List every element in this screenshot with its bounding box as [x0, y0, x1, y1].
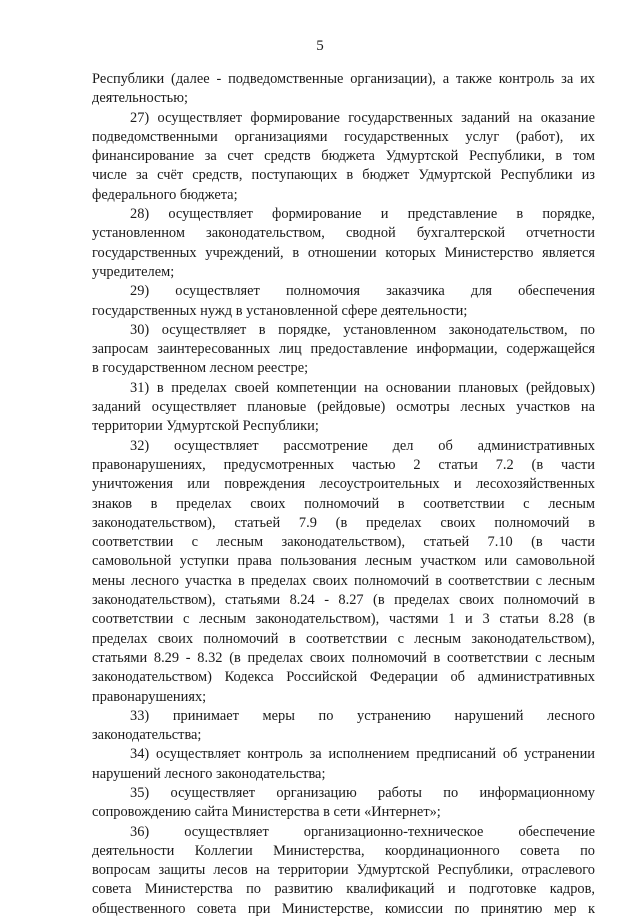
text-line: 36) осуществляет организационно-техническое обеспечение [130, 823, 595, 840]
text-line: 31) в пределах своей компетенции на основании плановых (рейдовых) [130, 379, 595, 396]
text-line: сопровождению сайта Министерства в сети «Интернет»; [92, 804, 441, 821]
text-line: 29) осуществляет полномочия заказчика для обеспечения [130, 283, 595, 300]
text-line: 27) осуществляет формирование государственных заданий на оказание [130, 109, 595, 126]
text-line: знаков в пределах своих полномочий в соответствии с лесным [92, 495, 595, 512]
text-line: деятельностью; [92, 90, 188, 107]
text-line: вопросам защиты лесов на территории Удмуртской Республики, отраслевого [92, 862, 595, 879]
text-line: соответствии с лесным законодательством), частями 1 и 3 статьи 8.28 (в [92, 611, 595, 628]
text-line: государственных нужд в установленной сфере деятельности; [92, 302, 468, 319]
text-line: финансирование за счет средств бюджета Удмуртской Республики, в том [92, 148, 595, 165]
text-line: в государственном лесном реестре; [92, 360, 309, 377]
text-line: законодательством), статьями 8.24 - 8.27 (в пределах своих полномочий в [92, 592, 595, 609]
text-line: мены лесного участка в пределах своих полномочий в соответствии с лесным [92, 572, 595, 589]
text-line: законодательством), статьей 7.9 (в пределах своих полномочий в [92, 514, 595, 531]
text-line: общественного совета при Министерстве, комиссии по принятию мер к [92, 900, 595, 917]
text-line: подведомственными организациями государственных услуг (работ), их [92, 128, 595, 145]
text-line: 32) осуществляет рассмотрение дел об административных [130, 437, 595, 454]
text-line: статьями 8.29 - 8.32 (в пределах своих полномочий в соответствии с лесным [92, 649, 595, 666]
text-line: установленном законодательством, сводной бухгалтерской отчетности [92, 225, 595, 242]
text-line: нарушений лесного законодательства; [92, 765, 326, 782]
text-line: территории Удмуртской Республики; [92, 418, 319, 435]
text-line: правонарушениях; [92, 688, 207, 705]
text-line: учредителем; [92, 263, 175, 280]
text-line: заданий осуществляет плановые (рейдовые) осмотры лесных участков на [92, 399, 595, 416]
text-line: 34) осуществляет контроль за исполнением предписаний об устранении [130, 746, 595, 763]
text-line: 28) осуществляет формирование и представление в порядке, [130, 206, 595, 223]
text-line: Республики (далее - подведомственные организации), а также контроль за их [92, 71, 595, 87]
text-line: 30) осуществляет в порядке, установленном законодательством, по [130, 321, 595, 338]
body-text [92, 70, 595, 919]
text-line: запросам заинтересованных лиц предоставление информации, содержащейся [92, 341, 595, 358]
text-line: 35) осуществляет организацию работы по информационному [130, 784, 595, 801]
text-line: соответствии с лесным законодательством), статьей 7.10 (в части [92, 534, 595, 551]
text-line: правонарушениях, предусмотренных частью 2 статьи 7.2 (в части [92, 456, 595, 473]
text-line: совета Министерства по развитию квалификаций и подготовке кадров, [92, 881, 595, 898]
text-line: законодательства; [92, 727, 202, 744]
text-line: числе за счёт средств, поступающих в бюджет Удмуртской Республики из [92, 167, 595, 184]
text-line: законодательством) Кодекса Российской Федерации об административных [92, 669, 595, 686]
text-line: 33) принимает меры по устранению нарушений лесного [130, 707, 595, 724]
page-number: 5 [316, 38, 324, 54]
text-line: деятельности Коллегии Министерства, координационного совета по [92, 842, 595, 859]
text-line: уничтожения или повреждения лесоустроительных и лесохозяйственных [92, 476, 595, 493]
text-line: самовольной уступки права пользования лесным участком или самовольной [92, 553, 595, 570]
text-line: федерального бюджета; [92, 186, 238, 203]
text-line: государственных учреждений, в отношении которых Министерство является [92, 244, 595, 261]
text-line: пределах своих полномочий в соответствии с лесным законодательством), [92, 630, 595, 647]
